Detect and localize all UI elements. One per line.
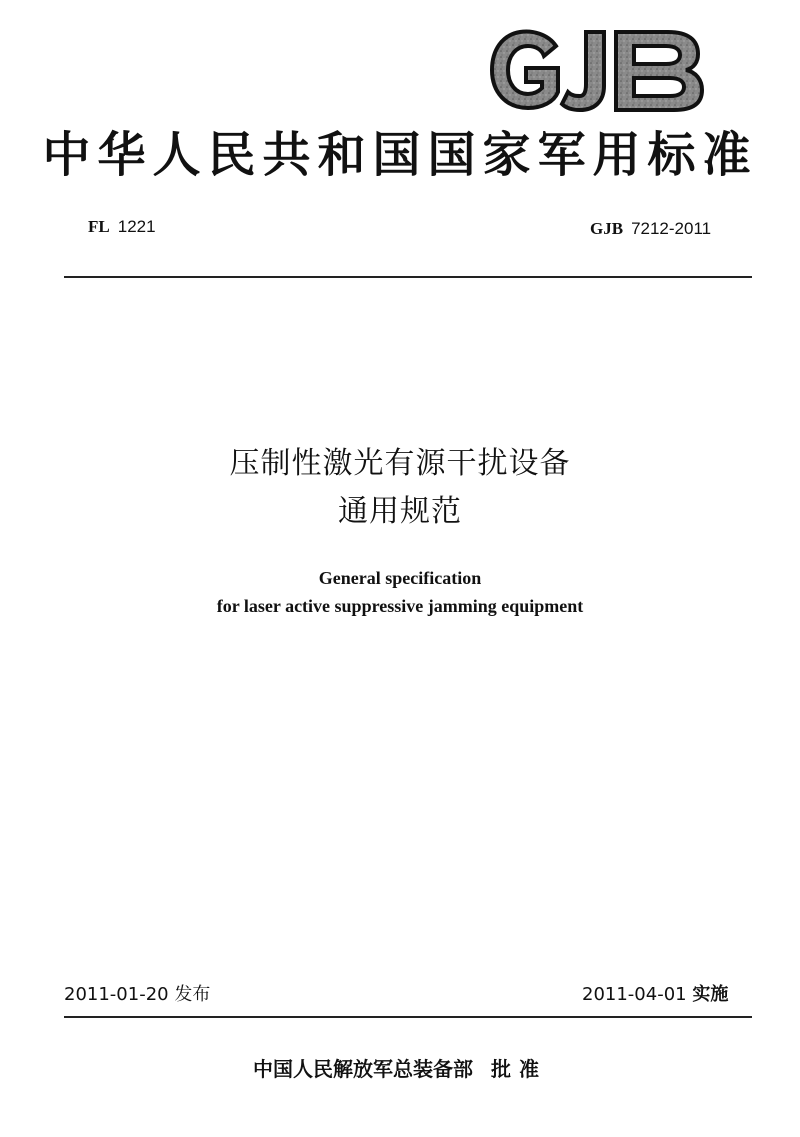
issue-date: 2011-01-20 [64, 984, 169, 1005]
issuer-name: 中国人民解放军总装备部 [253, 1057, 473, 1081]
standard-title: 中华人民共和国国家军用标准 [42, 127, 758, 183]
approval-label: 批准 [491, 1057, 547, 1081]
issuer-block [0, 1056, 800, 1082]
gjb-logo-text: GJB [488, 26, 490, 27]
title-cn-line1: 压制性激光有源干扰设备 [229, 446, 571, 481]
classification-label: FL [88, 217, 110, 236]
effective-date: 2011-04-01 [582, 984, 687, 1005]
effective-date-block [582, 984, 728, 1006]
standard-number-value: 7212-2011 [631, 219, 712, 238]
standard-prefix: GJB [590, 219, 624, 238]
title-en-line2: for laser active suppressive jamming equipment [216, 596, 584, 616]
issue-label: 发布 [174, 984, 211, 1005]
issue-date-block [64, 984, 210, 1006]
footer-divider [64, 1016, 752, 1018]
title-en-line1: General specification [318, 568, 482, 588]
gjb-logo [488, 26, 708, 114]
classification-number: 1221 [117, 217, 156, 236]
header-divider [64, 276, 752, 278]
classification-code [88, 216, 156, 238]
standard-number [590, 218, 711, 240]
title-cn-line2: 通用规范 [338, 494, 462, 529]
effective-label: 实施 [692, 984, 729, 1005]
